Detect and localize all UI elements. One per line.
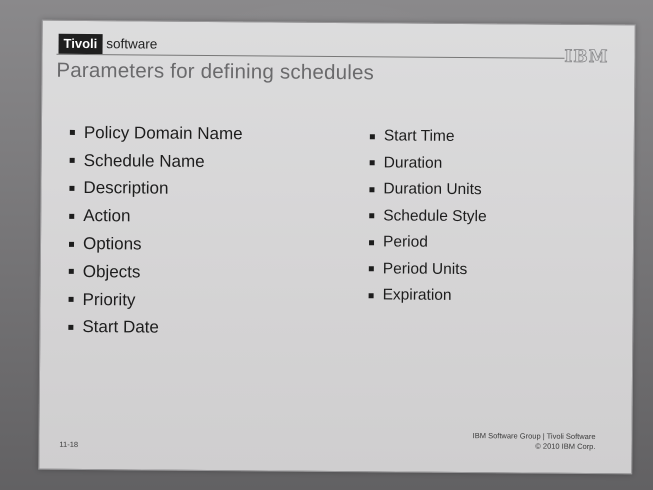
list-item: [369, 203, 487, 230]
square-bullet-icon: [70, 158, 75, 163]
list-item-label: Schedule Style: [383, 207, 487, 225]
footer-credits: [473, 431, 596, 451]
page-number: 11-18: [59, 439, 79, 449]
header-divider: [57, 54, 565, 59]
square-bullet-icon: [69, 186, 74, 191]
list-item: [68, 313, 241, 342]
list-item: [70, 147, 243, 176]
footer-copyright: © 2010 IBM Corp.: [535, 441, 596, 451]
list-item-label: Duration: [383, 154, 443, 172]
list-item: [369, 176, 487, 203]
list-item: [369, 282, 487, 309]
list-item-label: Description: [83, 178, 169, 199]
list-item-label: Period: [382, 233, 428, 251]
list-item-label: Action: [83, 206, 131, 226]
footer-group-text: IBM Software Group | Tivoli Software: [472, 431, 596, 442]
list-item-label: Schedule Name: [83, 150, 205, 171]
square-bullet-icon: [369, 214, 374, 219]
square-bullet-icon: [369, 187, 374, 192]
square-bullet-icon: [69, 241, 74, 246]
list-item: [370, 123, 488, 150]
square-bullet-icon: [369, 240, 374, 245]
list-item: [369, 256, 487, 283]
square-bullet-icon: [69, 214, 74, 219]
list-item-label: Objects: [82, 261, 141, 282]
square-bullet-icon: [70, 130, 75, 135]
list-item: [370, 150, 488, 177]
list-item: [68, 286, 241, 315]
tivoli-software-logo: [59, 34, 158, 55]
ibm-logo: IBM: [564, 46, 609, 68]
square-bullet-icon: [69, 297, 74, 302]
square-bullet-icon: [68, 325, 73, 330]
list-item: [369, 229, 487, 256]
list-item: [69, 174, 242, 203]
square-bullet-icon: [370, 134, 375, 139]
list-item-label: Duration Units: [383, 180, 482, 199]
tivoli-brand-label: Tivoli: [59, 34, 103, 54]
slide-page: [38, 20, 636, 475]
slide-title: Parameters for defining schedules: [56, 58, 375, 85]
square-bullet-icon: [370, 161, 375, 166]
list-item: [69, 230, 242, 259]
list-item-label: Period Units: [382, 260, 468, 278]
square-bullet-icon: [369, 293, 374, 298]
list-item-label: Policy Domain Name: [83, 122, 243, 144]
square-bullet-icon: [369, 267, 374, 272]
list-item-label: Priority: [82, 289, 136, 310]
list-item-label: Expiration: [382, 286, 452, 305]
software-label: software: [106, 36, 158, 52]
parameter-list-right: [369, 123, 488, 309]
list-item-label: Options: [82, 234, 142, 254]
list-item: [69, 202, 242, 231]
list-item: [70, 119, 243, 148]
list-item-label: Start Date: [82, 317, 159, 338]
square-bullet-icon: [69, 269, 74, 274]
list-item: [69, 258, 242, 287]
list-item-label: Start Time: [383, 127, 455, 146]
parameter-list-left: [68, 119, 242, 343]
